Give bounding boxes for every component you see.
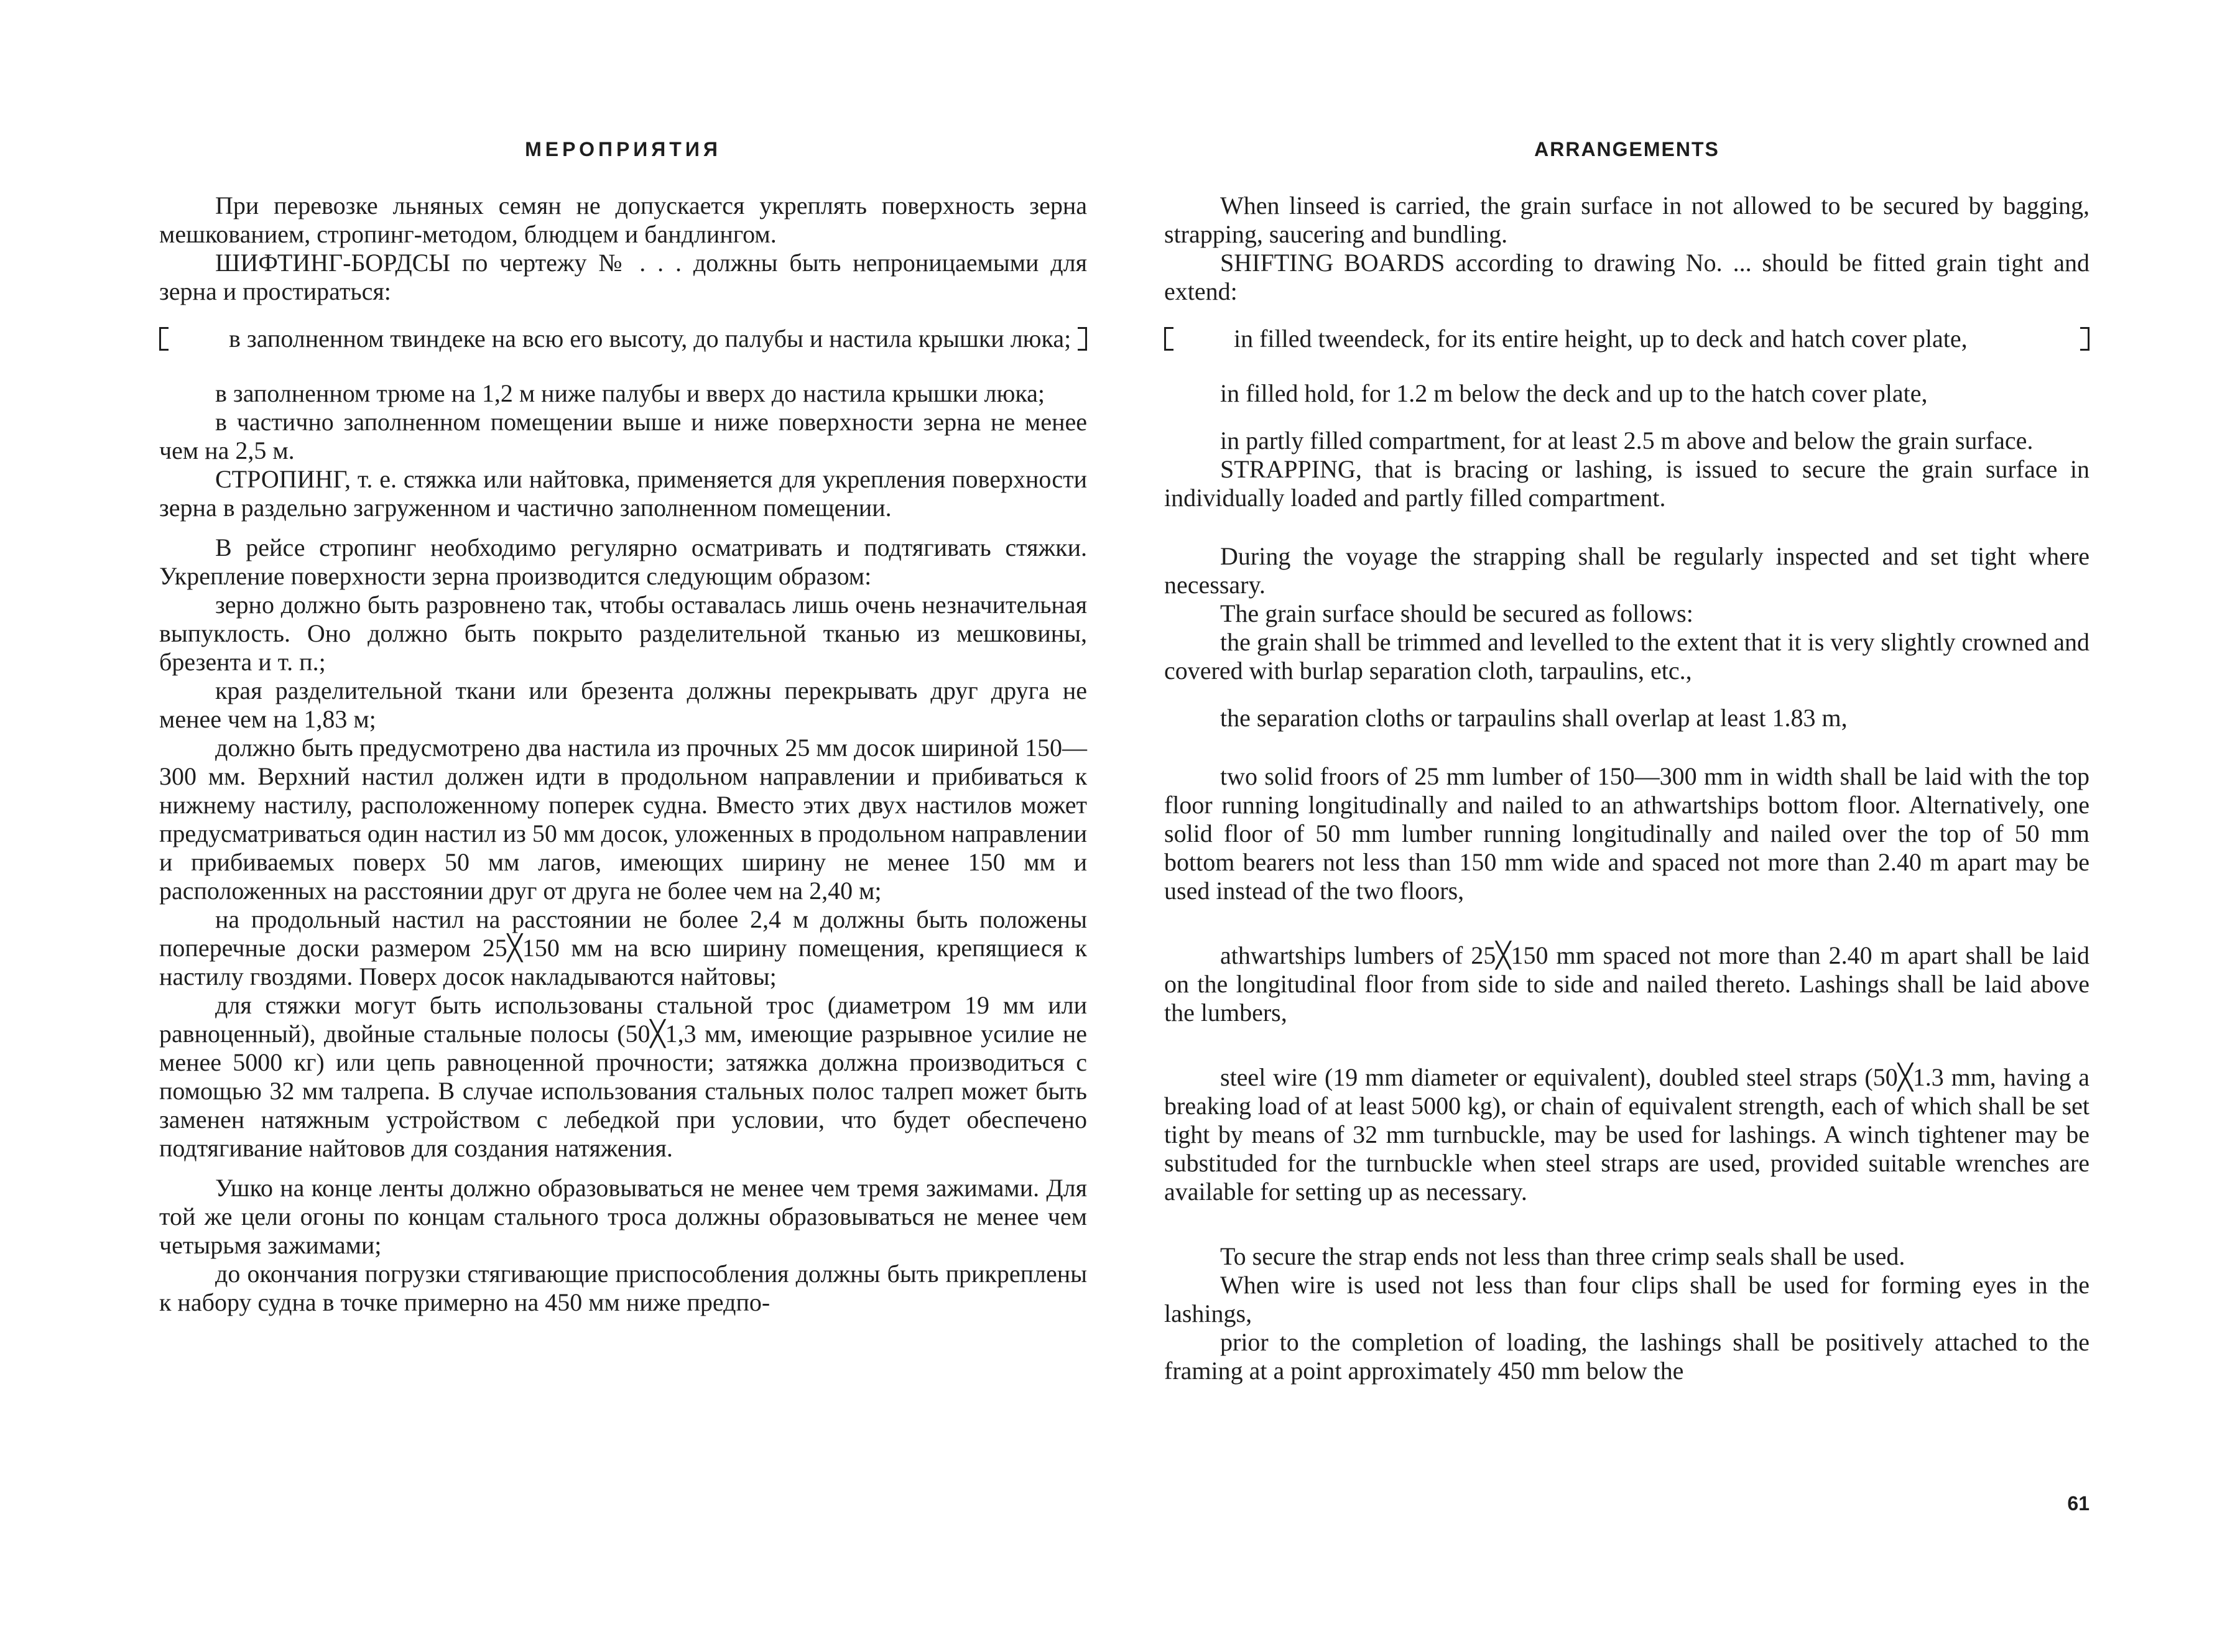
right-paragraph-secured-as-follows: The grain surface should be secured as follows: — [1220, 599, 1693, 627]
right-paragraph-trimmed: the grain shall be trimmed and levelled to the extent that it is very slightly crowned and covered with burlap separation cloth, tarpaulins, etc., — [1164, 628, 2090, 685]
left-paragraph-athwartships: на продольный настил на расстоянии не более 2,4 м должны быть положены поперечные доски размером 25╳150 мм на всю ширину помещения, крепящиеся к настилу гвоздями. Поверх досок накладываются найтовы; — [159, 905, 1087, 990]
left-paragraph-intro: При перевозке льняных семян не допускается укреплять поверхность зерна мешкованием, стропинг-методом, блюдцем и бандлингом. — [159, 192, 1087, 248]
right-paragraph-floors: two solid froors of 25 mm lumber of 150—300 mm in width shall be laid with the top floor running longitudinally and nailed to an athwartships bottom floor. Alternatively, one solid floor of 50 mm lumber running longitudinally and nailed over the top of 50 mm bottom bearers not less than 150 mm wide and spaced not more than 2.40 m apart may be used instead of the two floors, — [1164, 762, 2090, 905]
right-paragraph-overlap: the separation cloths or tarpaulins shall overlap at least 1.83 m, — [1220, 704, 1848, 732]
left-paragraph-shifting-boards: ШИФТИНГ-БОРДСЫ по чертежу № . . . должны быть непроницаемыми для зерна и простираться: — [159, 249, 1087, 305]
right-paragraph-voyage: During the voyage the strapping shall be regularly inspected and set tight where necessary. — [1164, 542, 2090, 599]
left-paragraph-trimmed: зерно должно быть разровнено так, чтобы оставалась лишь очень незначительная выпуклость. Оно должно быть покрыто разделительной тканью из мешковины, брезента и т. п.; — [159, 591, 1087, 676]
right-page-column — [1164, 137, 2090, 1385]
left-paragraph-voyage: В рейсе стропинг необходимо регулярно осматривать и подтягивать стяжки. Укрепление поверхности зерна производится следующим образом: — [159, 533, 1087, 590]
left-bracket-open — [159, 327, 169, 351]
right-paragraph-strapping: STRAPPING, that is bracing or lashing, is issued to secure the grain surface in individually loaded and partly filled compartment. — [1164, 455, 2090, 512]
right-paragraph-prior-completion: prior to the completion of loading, the lashings shall be positively attached to the framing at a point approximately 450 mm below the — [1164, 1328, 2090, 1385]
right-paragraph-intro: When linseed is carried, the grain surface in not allowed to be secured by bagging, strapping, saucering and bundling. — [1164, 192, 2090, 248]
left-page-column — [159, 137, 1087, 1317]
right-paragraph-lashings: steel wire (19 mm diameter or equivalent), doubled steel straps (50╳1.3 mm, having a breaking load of at least 5000 kg), or chain of equivalent strength, each of which shall be set tight by means of 32 mm turnbuckle, may be used for lashings. A winch tightener may be substituded for the turnbuckle when steel straps are used, provided suitable wrenches are available for setting up as necessary. — [1164, 1063, 2090, 1206]
right-paragraph-partly-filled: in partly filled compartment, for at least 2.5 m above and below the grain surface. — [1220, 427, 2034, 455]
right-bracket-close — [2080, 327, 2090, 351]
right-paragraph-filled-hold: in filled hold, for 1.2 m below the deck and up to the hatch cover plate, — [1220, 379, 1928, 407]
left-paragraph-lashings: для стяжки могут быть использованы стальной трос (диаметром 19 мм или равноценный), двойные стальные полосы (50╳1,3 мм, имеющие разрывное усилие не менее 5000 кг) или цепь равноценной прочности; затяжка должна производиться с помощью 32 мм талрепа. В случае использования стальных полос талреп может быть заменен натяжным устройством с лебедкой при условии, что будет обеспечено подтягивание найтовов для создания натяжения. — [159, 991, 1087, 1162]
right-page-heading: ARRANGEMENTS — [1534, 138, 1719, 160]
right-paragraph-wire-clips: When wire is used not less than four clips shall be used for forming eyes in the lashings, — [1164, 1271, 2090, 1327]
right-bracketed-clause — [1164, 325, 2090, 353]
left-paragraph-overlap: края разделительной ткани или брезента должны перекрывать друг друга не менее чем на 1,83 м; — [159, 676, 1087, 733]
right-paragraph-shifting-boards: SHIFTING BOARDS according to drawing No. ... should be fitted grain tight and extend: — [1164, 249, 2090, 305]
left-paragraph-filled-hold: в заполненном трюме на 1,2 м ниже палубы и вверх до настила крышки люка; — [215, 379, 1045, 407]
left-bracket-close — [1078, 327, 1087, 351]
left-paragraph-floors: должно быть предусмотрено два настила из прочных 25 мм досок шириной 150—300 мм. Верхний настил должен идти в продольном направлении и прибиваться к нижнему настилу, расположенному поперек судна. Вместо этих двух настилов может предусматриваться один настил из 50 мм досок, уложенных в продольном направлении и прибиваемых поверх 50 мм лагов, имеющих ширину не менее 150 мм и расположенных на расстоянии друг от друга не более чем на 2,40 м; — [159, 734, 1087, 905]
left-paragraph-strapping: СТРОПИНГ, т. е. стяжка или найтовка, применяется для укрепления поверхности зерна в раздельно загруженном и частично заполненном помещении. — [159, 465, 1087, 522]
page-number: 61 — [2067, 1492, 2090, 1515]
left-page-heading: МЕРОПРИЯТИЯ — [525, 138, 721, 160]
right-bracket-open — [1164, 327, 1173, 351]
right-paragraph-athwartships: athwartships lumbers of 25╳150 mm spaced not more than 2.40 m apart shall be laid on the longitudinal floor from side to side and nailed thereto. Lashings shall be laid above the lumbers, — [1164, 941, 2090, 1027]
left-paragraph-prior-completion: до окончания погрузки стягивающие приспособления должны быть прикреплены к набору судна в точке примерно на 450 мм ниже предпо- — [159, 1260, 1087, 1316]
left-paragraph-crimp-seals: Ушко на конце ленты должно образовываться не менее чем тремя зажимами. Для той же цели огоны по концам стального троса должны образовываться не менее чем четырьмя зажимами; — [159, 1174, 1087, 1259]
right-paragraph-tweendeck: in filled tweendeck, for its entire height, up to deck and hatch cover plate, — [1234, 325, 1968, 353]
left-paragraph-tweendeck: в заполненном твиндеке на всю его высоту, до палубы и настила крышки люка; — [229, 325, 1071, 353]
right-paragraph-crimp-seals: To secure the strap ends not less than three crimp seals shall be used. — [1220, 1242, 1905, 1270]
left-paragraph-partly-filled: в частично заполненном помещении выше и ниже поверхности зерна не менее чем на 2,5 м. — [159, 408, 1087, 464]
left-bracketed-clause — [159, 325, 1087, 353]
